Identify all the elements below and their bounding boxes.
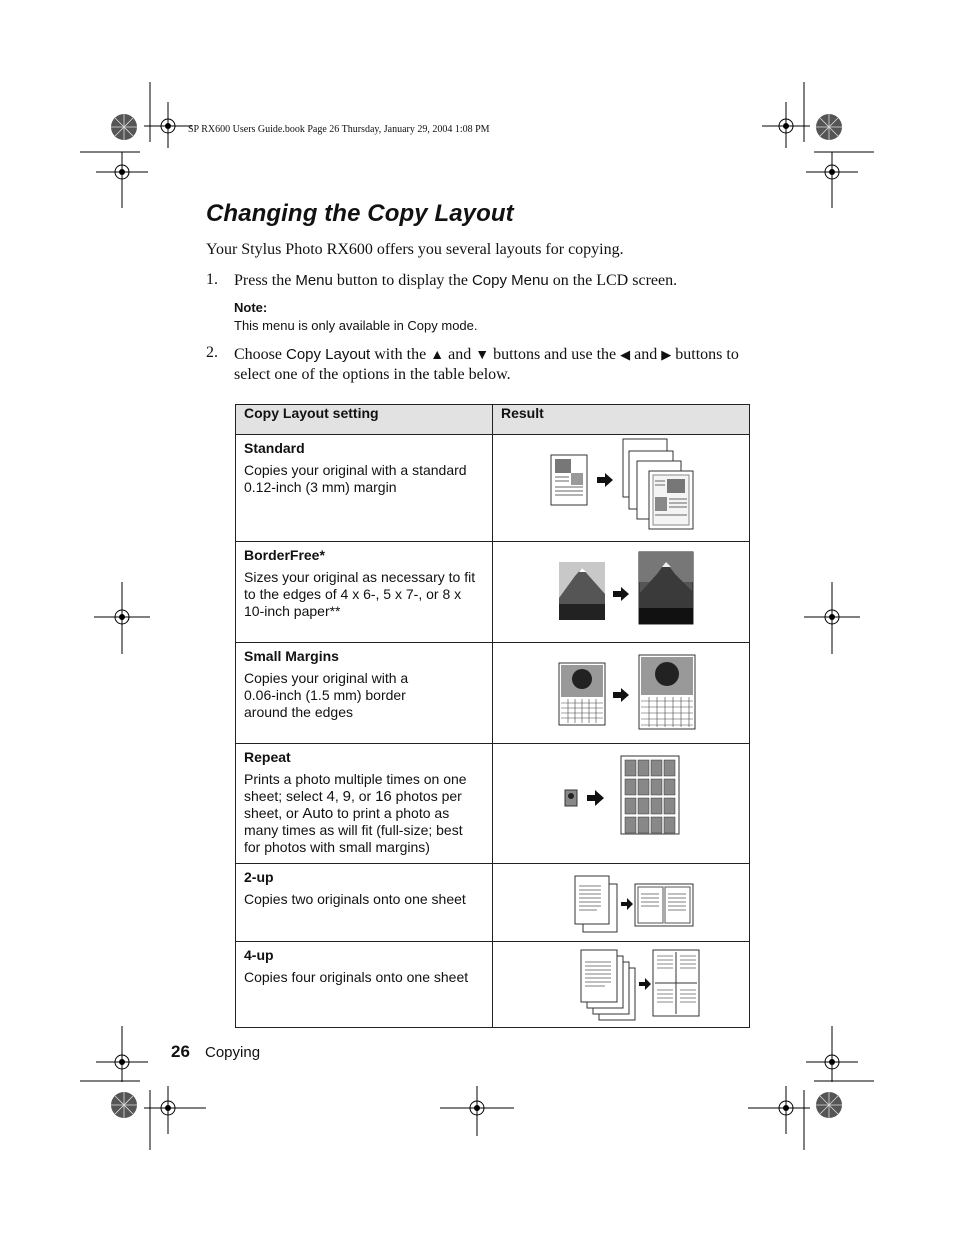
option-16: 16: [375, 788, 392, 805]
text-run: Press the: [234, 272, 296, 289]
setting-description: Sizes your original as necessary to fit to the edges of 4 x 6-, 5 x 7-, or 8 x 10-inch paper**: [244, 569, 476, 619]
option-9: 9: [342, 788, 351, 805]
setting-description: Copies your original with a 0.06-inch (1.5 mm) border around the edges: [244, 670, 409, 720]
setting-cell: [236, 864, 493, 942]
down-arrow-icon: ▼: [475, 346, 490, 362]
result-cell: [493, 864, 750, 942]
text-run: with the: [370, 346, 431, 363]
setting-description: Copies two originals onto one sheet: [244, 891, 466, 907]
text-run: button to display the: [332, 272, 472, 289]
text-run: , or: [350, 788, 376, 804]
table-row: [236, 435, 750, 542]
left-arrow-icon: ◀: [620, 347, 631, 362]
intro-text: Your Stylus Photo RX600 offers you several layouts for copying.: [206, 241, 624, 258]
setting-name: 2-up: [244, 869, 274, 885]
step-text: [234, 271, 754, 291]
footer-section-name: Copying: [205, 1044, 261, 1061]
result-cell: [493, 643, 750, 744]
table-row: [236, 864, 750, 942]
result-cell: [493, 435, 750, 542]
option-4: 4: [326, 788, 335, 805]
setting-cell: [236, 744, 493, 864]
table-row: [236, 643, 750, 744]
setting-cell: [236, 942, 493, 1028]
text-run: and: [444, 346, 476, 363]
text-run: on the LCD screen.: [548, 272, 678, 289]
text-run: buttons to select one of the options in the table below.: [234, 346, 739, 383]
small-margins-layout-icon: [541, 643, 701, 733]
step-number: 1.: [206, 271, 218, 288]
result-cell: [493, 542, 750, 643]
copy-layout-table: [235, 404, 750, 1028]
four-up-layout-icon: [541, 942, 701, 1026]
setting-description: Copies four originals onto one sheet: [244, 969, 469, 985]
result-cell: [493, 744, 750, 864]
text-run: to print a photo as many times as will fit (full-size; best for photos with small margins): [244, 805, 463, 855]
table-row: [236, 942, 750, 1028]
up-arrow-icon: ▲: [430, 346, 445, 362]
right-arrow-icon: ▶: [661, 347, 672, 362]
setting-description: [244, 771, 476, 856]
setting-description: Copies your original with a standard 0.12-inch (3 mm) margin: [244, 462, 467, 495]
copy-menu-label: Copy Menu: [471, 272, 549, 289]
setting-cell: [236, 542, 493, 643]
menu-button-label: Menu: [295, 272, 333, 289]
copy-layout-label: Copy Layout: [286, 346, 371, 363]
note-label: Note:: [234, 300, 268, 315]
text-run: and: [630, 346, 662, 363]
column-header-setting: Copy Layout setting: [236, 405, 493, 435]
table-header-row: [236, 405, 750, 435]
option-auto: Auto: [302, 805, 334, 822]
table-row: [236, 744, 750, 864]
page-number: 26: [171, 1042, 190, 1061]
result-cell: [493, 942, 750, 1028]
step-text: [234, 344, 754, 385]
table-row: [236, 542, 750, 643]
text-run: Prints a photo multiple times on one sheet; select: [244, 771, 467, 804]
setting-name: Repeat: [244, 749, 291, 765]
setting-name: Small Margins: [244, 648, 339, 664]
column-header-result: Result: [493, 405, 750, 435]
text-run: ,: [334, 788, 343, 804]
setting-name: 4-up: [244, 947, 274, 963]
book-info-header: SP RX600 Users Guide.book Page 26 Thursday, January 29, 2004 1:08 PM: [188, 124, 490, 135]
setting-cell: [236, 643, 493, 744]
repeat-layout-icon: [541, 744, 701, 844]
page-title: Changing the Copy Layout: [206, 200, 514, 227]
text-run: photos per sheet, or: [244, 788, 462, 821]
setting-name: BorderFree*: [244, 547, 325, 563]
text-run: Choose: [234, 346, 286, 363]
two-up-layout-icon: [541, 864, 701, 940]
standard-layout-icon: [541, 435, 701, 535]
note-text: This menu is only available in Copy mode.: [234, 318, 478, 333]
text-run: buttons and use the: [489, 346, 621, 363]
setting-cell: [236, 435, 493, 542]
setting-name: Standard: [244, 440, 305, 456]
step-number: 2.: [206, 344, 218, 361]
borderfree-layout-icon: [541, 542, 701, 632]
